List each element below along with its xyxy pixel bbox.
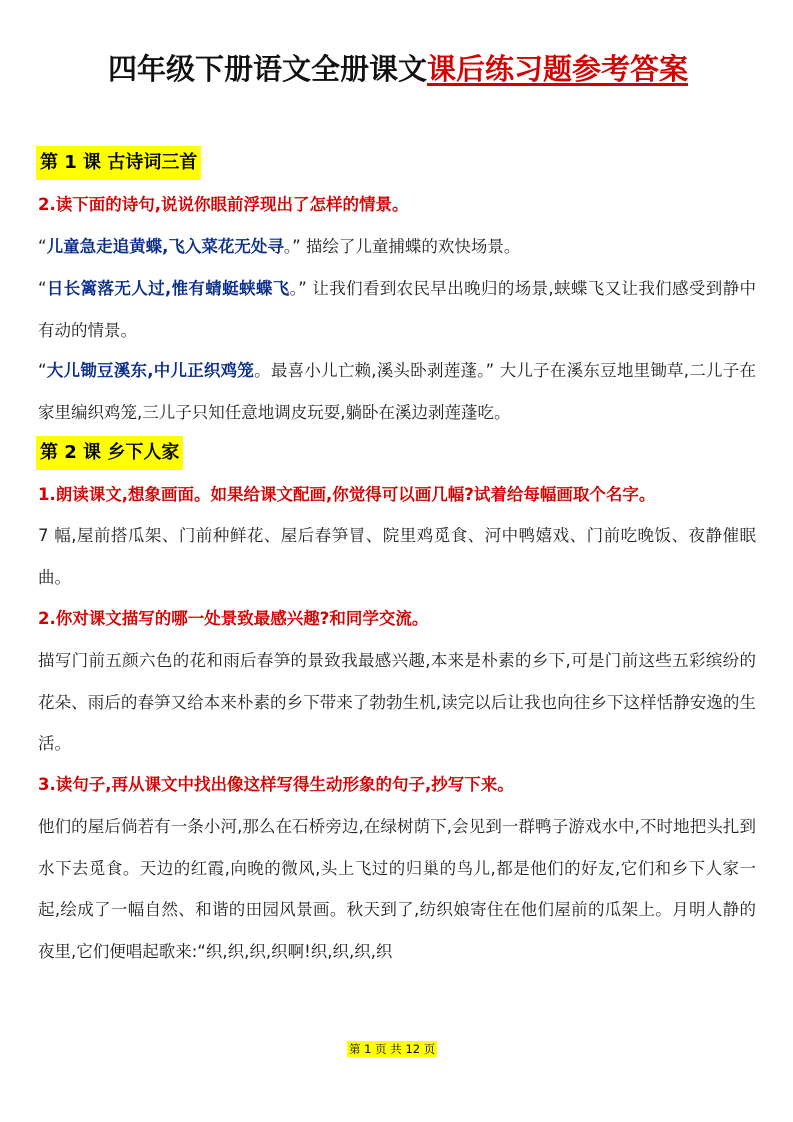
title-part2: 课后练习题参考答案 xyxy=(427,52,689,86)
lesson-2-answer-3: 他们的屋后倘若有一条小河,那么在石桥旁边,在绿树荫下,会见到一群鸭子游戏水中,不时地把头扎到水下去觅食。天边的红霞,向晚的微风,头上飞过的归巢的鸟儿,都是他们的好友,它们和乡下人家一起,绘成了一幅自然、和谐的田园风景画。秋天到了,纺织娘寄住在他们屋前的瓜架上。月明人静的夜里,它们便唱起歌来:“织,织,织,织啊!织,织,织,织 xyxy=(38,817,756,961)
lesson-1-answer-2: “日长篱落无人过,惟有蜻蜓蛱蝶飞。” 让我们看到农民早出晚归的场景,蛱蝶飞又让我们感受到静中有动的情景。 xyxy=(38,279,756,340)
lesson-2-question-1: 1.朗读课文,想象画面。如果给课文配画,你觉得可以画几幅?试着给每幅画取个名字。 xyxy=(38,485,656,504)
lesson-1-question-2: 2.读下面的诗句,说说你眼前浮现出了怎样的情景。 xyxy=(38,195,409,214)
page-title xyxy=(108,46,768,92)
poem-line-3: 大儿锄豆溪东,中儿正织鸡笼 xyxy=(46,361,255,380)
lesson-1-answer-1: “儿童急走追黄蝶,飞入菜花无处寻。” 描绘了儿童捕蝶的欢快场景。 xyxy=(38,237,521,256)
page-footer: 第 1 页 共 12 页 xyxy=(349,1042,436,1056)
title-part1: 四年级下册语文全册课文 xyxy=(108,52,428,86)
lesson-2-answer-2: 描写门前五颜六色的花和雨后春笋的景致我最感兴趣,本来是朴素的乡下,可是门前这些五彩缤纷的花朵、雨后的春笋又给本来朴素的乡下带来了勃勃生机,读完以后让我也向往乡下这样恬静安逸的生活。 xyxy=(38,651,756,753)
poem-line-1: 儿童急走追黄蝶,飞入菜花无处寻 xyxy=(46,237,284,256)
lesson-2-answer-1: 7 幅,屋前搭瓜架、门前种鲜花、屋后春笋冒、院里鸡觅食、河中鸭嬉戏、门前吃晚饭、夜静催眠曲。 xyxy=(38,526,756,587)
lesson-2-question-3: 3.读句子,再从课文中找出像这样写得生动形象的句子,抄写下来。 xyxy=(38,775,514,794)
poem-line-2: 日长篱落无人过,惟有蜻蜓蛱蝶飞 xyxy=(46,279,290,298)
lesson-1-heading: 第 1 课 古诗词三首 xyxy=(36,146,201,180)
lesson-2-question-2: 2.你对课文描写的哪一处景致最感兴趣?和同学交流。 xyxy=(38,609,429,628)
lesson-2-heading: 第 2 课 乡下人家 xyxy=(36,436,183,470)
lesson-1-answer-3: “大儿锄豆溪东,中儿正织鸡笼。最喜小儿亡赖,溪头卧剥莲蓬。” 大儿子在溪东豆地里锄草,二儿子在家里编织鸡笼,三儿子只知任意地调皮玩耍,躺卧在溪边剥莲蓬吃。 xyxy=(38,361,756,422)
